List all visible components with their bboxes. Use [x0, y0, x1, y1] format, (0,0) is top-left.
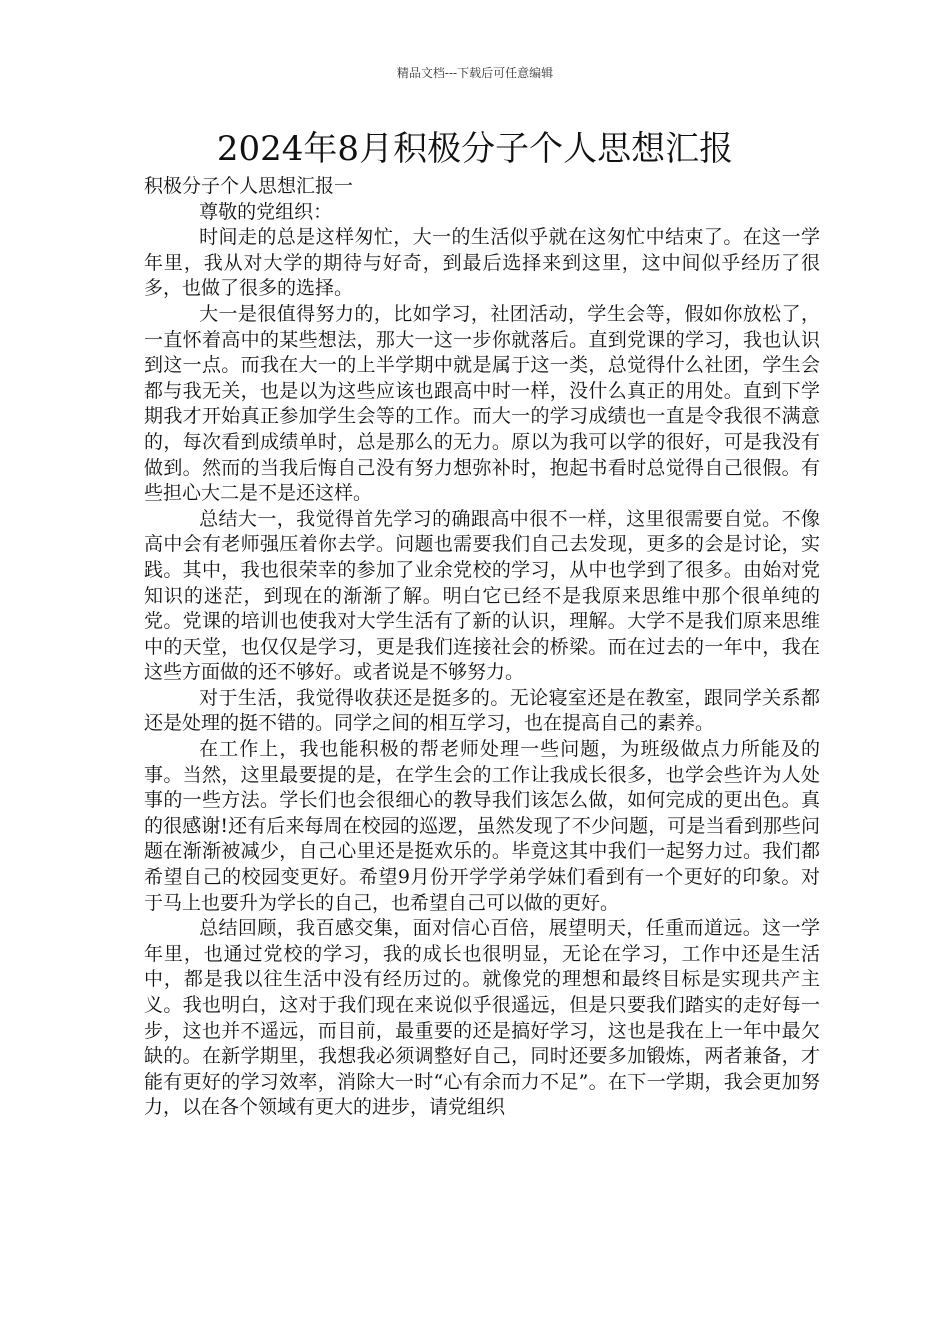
- salutation: 尊敬的党组织：: [199, 200, 333, 223]
- paragraph-1: 时间走的总是这样匆忙，大一的生活似乎就在这匆忙中结束了。在这一学年里，我从对大学的期待与好奇，到最后选择来到这里，这中间似乎经历了很多，也做了很多的选择。: [144, 226, 820, 300]
- paragraph-2: 大一是很值得努力的，比如学习，社团活动，学生会等，假如你放松了，一直怀着高中的某些想法，那大一这一步你就落后。直到党课的学习，我也认识到这一点。而我在大一的上半学期中就是属于这一类，总觉得什么社团，学生会都与我无关，也是以为这些应该也跟高中时一样，没什么真正的用处。直到下学期我才开始真正参加学生会等的工作。而大一的学习成绩也一直是令我很不满意的，每次看到成绩单时，总是那么的无力。原以为我可以学的很好，可是我没有做到。然而的当我后悔自己没有努力想弥补时，抱起书看时总觉得自己很假。有些担心大二是不是还这样。: [144, 302, 820, 505]
- document-body: [144, 174, 820, 1121]
- document-title: 2024年8月积极分子个人思想汇报: [216, 129, 734, 169]
- header-note: 精品文档---下载后可任意编辑: [396, 66, 554, 80]
- paragraph-4: 对于生活，我觉得收获还是挺多的。无论寝室还是在教室，跟同学关系都还是处理的挺不错的。同学之间的相互学习，也在提高自己的素养。: [144, 686, 820, 735]
- paragraph-5: 在工作上，我也能积极的帮老师处理一些问题，为班级做点力所能及的事。当然，这里最要提的是，在学生会的工作让我成长很多，也学会些许为人处事的一些方法。学长们也会很细心的教导我们该怎么做，如何完成的更出色。真的很感谢!还有后来每周在校园的巡逻，虽然发现了不少问题，可是当看到那些问题在渐渐被减少，自己心里还是挺欢乐的。毕竟这其中我们一起努力过。我们都希望自己的校园变更好。希望9月份开学学弟学妹们看到有一个更好的印象。对于马上也要升为学长的自己，也希望自己可以做的更好。: [144, 738, 820, 914]
- paragraph-6: 总结回顾，我百感交集，面对信心百倍，展望明天，任重而道远。这一学年里，也通过党校的学习，我的成长也很明显，无论在学习，工作中还是生活中，都是我以往生活中没有经历过的。就像党的理想和最终目标是实现共产主义。我也明白，这对于我们现在来说似乎很遥远，但是只要我们踏实的走好每一步，这也并不遥远，而目前，最重要的还是搞好学习，这也是我在上一年中最欠缺的。在新学期里，我想我必须调整好自己，同时还要多加锻炼，两者兼备，才能有更好的学习效率，消除大一时“心有余而力不足”。在下一学期，我会更加努力，以在各个领域有更大的进步，请党组织: [144, 917, 820, 1119]
- section-subtitle: 积极分子个人思想汇报一: [144, 175, 354, 197]
- paragraph-3: 总结大一，我觉得首先学习的确跟高中很不一样，这里很需要自觉。不像高中会有老师强压着你去学。问题也需要我们自己去发现，更多的会是讨论，实践。其中，我也很荣幸的参加了业余党校的学习，从中也学到了很多。由始对党知识的迷茫，到现在的渐渐了解。明白它已经不是我原来思维中那个很单纯的党。党课的培训也使我对大学生活有了新的认识，理解。大学不是我们原来思维中的天堂，也仅仅是学习，更是我们连接社会的桥梁。而在过去的一年中，我在这些方面做的还不够好。或者说是不够努力。: [144, 507, 820, 684]
